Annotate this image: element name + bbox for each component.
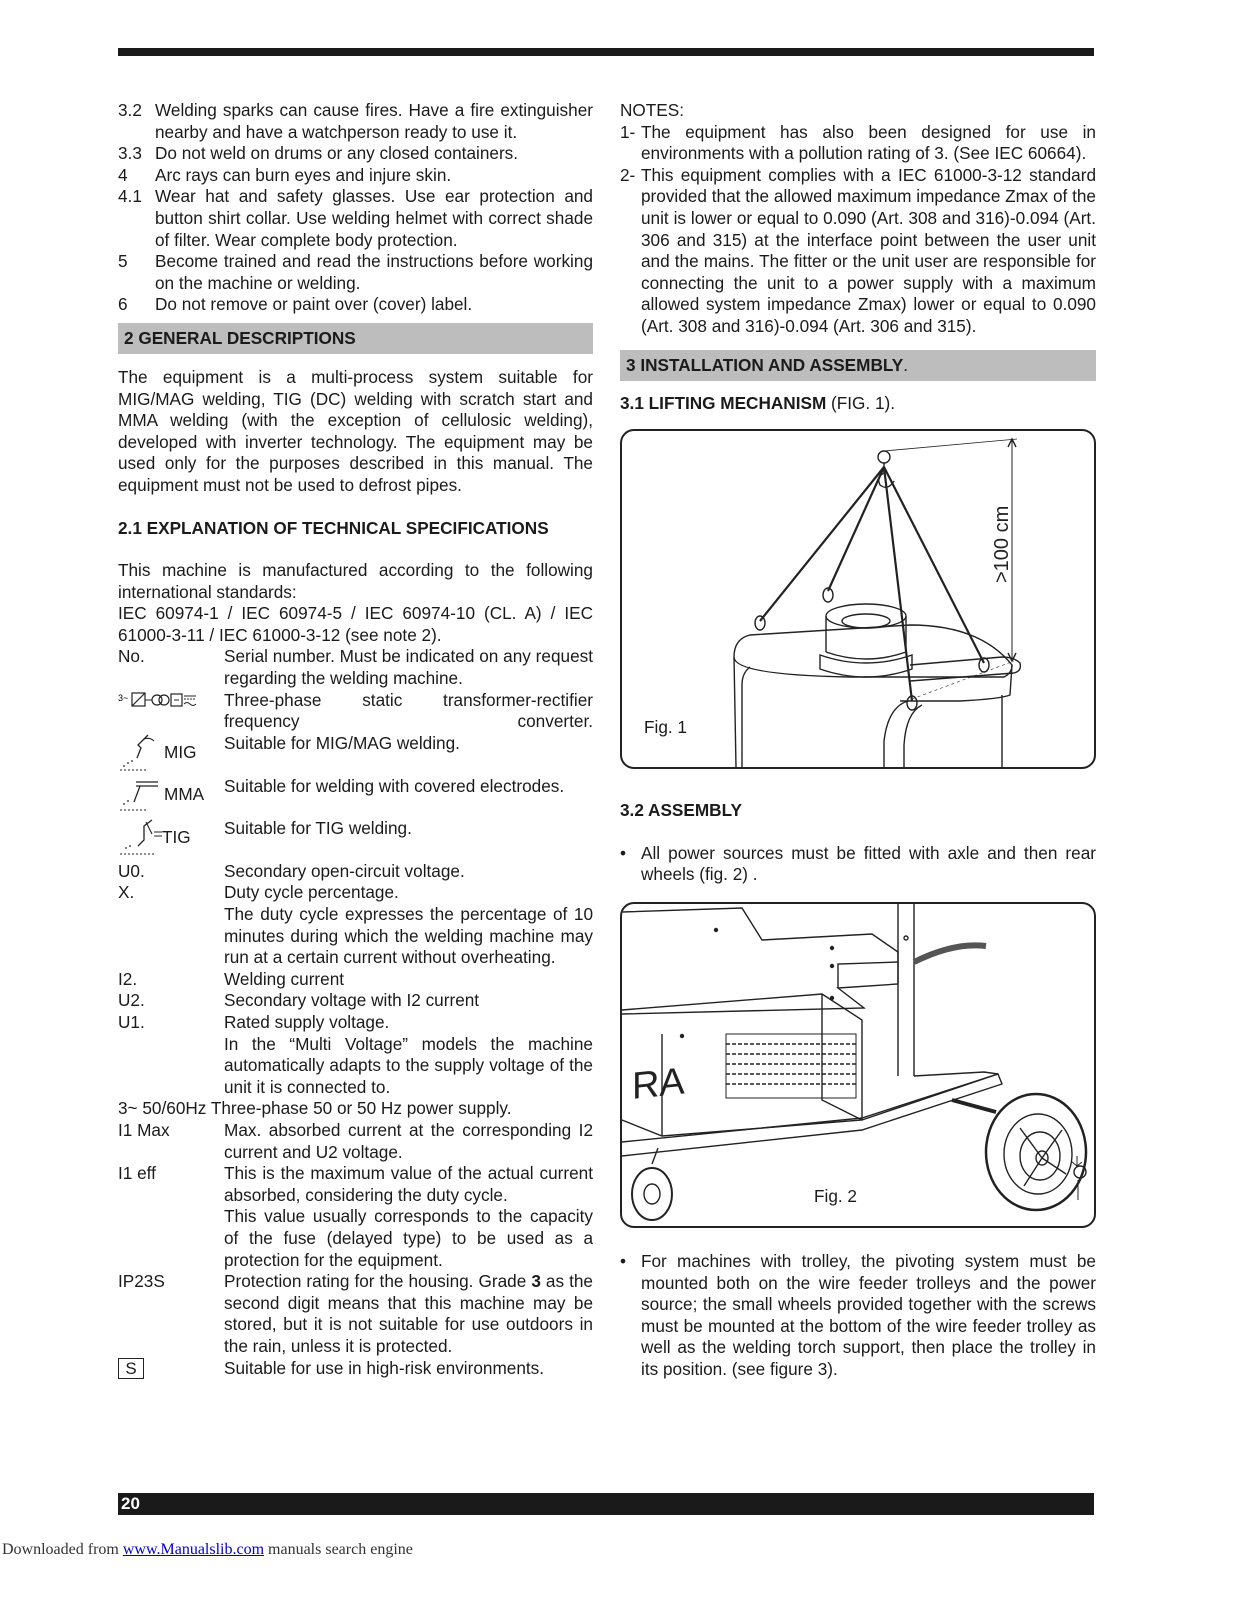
spec-row-u0: U0. Secondary open-circuit voltage. [118, 860, 465, 881]
converter-symbol-icon [118, 690, 224, 716]
bottom-rule [118, 1493, 1094, 1515]
spec-row-i1max: I1 Max Max. absorbed current at the corresponding I2 current and U2 voltage. [118, 1119, 593, 1162]
subheading-technical-specifications: 2.1 EXPLANATION OF TECHNICAL SPECIFICATIONS [118, 517, 549, 538]
standards-intro: This machine is manufactured according to the following international standards: [118, 560, 593, 602]
download-footer: Downloaded from www.Manualslib.com manuals search engine [2, 1541, 413, 1558]
figure-2-assembly [620, 902, 1096, 1228]
spec-row-i2: I2. Welding current [118, 968, 345, 989]
standards-list: IEC 60974-1 / IEC 60974-5 / IEC 60974-10 (CL. A) / IEC 61000-3-11 / IEC 61000-3-12 (see note 2). [118, 603, 593, 645]
figure-1-lifting [620, 429, 1096, 769]
spec-row-x: X. Duty cycle percentage. [118, 882, 399, 903]
list-item: 6 Do not remove or paint over (cover) label. [118, 294, 473, 315]
figure-2-caption: Fig. 2 [814, 1185, 857, 1206]
spec-row-mma: MMA Suitable for welding with covered electrodes. [118, 776, 593, 818]
tig-torch-icon [118, 818, 162, 858]
spec-row-i1eff: I1 eff This is the maximum value of the actual current absorbed, considering the duty cycle. [118, 1163, 593, 1205]
list-item: 3.3 Do not weld on drums or any closed containers. [118, 143, 519, 164]
spec-row-supply: 3~ 50/60Hz Three-phase 50 or 50 Hz power supply. [118, 1098, 512, 1119]
top-rule [118, 48, 1094, 56]
spec-row-i1eff-detail: This value usually corresponds to the capacity of the fuse (delayed type) to be used as a protection for the equipment. [224, 1206, 593, 1270]
spec-row-converter: 3~ Three-phase static transformer-rectifier frequency converter. [118, 689, 593, 732]
page-number: 20 [121, 1494, 140, 1513]
general-description-paragraph: The equipment is a multi-process system suitable for MIG/MAG welding, TIG (DC) welding with scratch start and MMA welding (with the exception of cellulosic welding), developed with inverter technology. The equipment may be used only for the purposes described in this manual. The equipment must not be used to defrost pipes. [118, 366, 593, 495]
dimension-label: >100 cm [991, 505, 1013, 584]
lifting-illustration [622, 431, 1096, 767]
spec-row-s: S Suitable for use in high-risk environments. [118, 1358, 593, 1380]
brand-fragment: RA [632, 1060, 685, 1108]
left-column [118, 100, 593, 1379]
bullet-item: • All power sources must be fitted with axle and then rear wheels (fig. 2) . [620, 842, 1096, 885]
subheading-assembly: 3.2 ASSEMBLY [620, 800, 742, 821]
spec-row-u1: U1. Rated supply voltage. [118, 1012, 390, 1032]
list-item: 5 Become trained and read the instructions before working on the machine or welding. [118, 251, 593, 293]
mig-torch-icon [118, 733, 162, 773]
section-heading-installation: 3 INSTALLATION AND ASSEMBLY. [620, 350, 1096, 381]
safety-list [118, 100, 593, 316]
subheading-lifting: 3.1 LIFTING MECHANISM (FIG. 1). [620, 392, 896, 413]
s-mark-icon: S [118, 1358, 144, 1379]
manualslib-link[interactable]: www.Manualslib.com [122, 1541, 265, 1558]
spec-row-u1-detail: In the “Multi Voltage” models the machine automatically adapts to the supply voltage of the unit it is connected to. [224, 1033, 593, 1097]
notes-title: NOTES: [620, 100, 684, 120]
note-item: 2- This equipment complies with a IEC 61000-3-12 standard provided that the allowed maximum impedance Zmax of the unit is lower or equal to 0.090 (Art. 308 and 316)-0.094 (Art. 306 and 315) at the interface point between the user unit and the mains. The fitter or the unit user are responsible for connecting the unit to a power supply with a maximum allowed system impedance Zmax) lower or equal to 0.090 (Art. 308 and 316)-0.094 (Art. 306 and 315). [620, 164, 1096, 336]
spec-row-u2: U2. Secondary voltage with I2 current [118, 990, 480, 1011]
spec-row-ip: IP23S Protection rating for the housing. Grade 3 as the second digit means that this machine may be stored, but it is not suitable for use outdoors in the rain, unless it is protected. [118, 1271, 593, 1356]
spec-row-mig: MIG Suitable for MIG/MAG welding. [118, 733, 593, 776]
spec-row-serial: No. Serial number. Must be indicated on any request regarding the welding machine. [118, 646, 593, 689]
spec-row-x-detail: The duty cycle expresses the percentage of 10 minutes during which the welding machine may run at a certain current without overheating. [224, 904, 593, 968]
right-column [620, 100, 1096, 1380]
list-item: 3.2 Welding sparks can cause fires. Have a fire extinguisher nearby and have a watchperson ready to use it. [118, 100, 593, 142]
svg-text:3~: 3~ [118, 692, 129, 703]
trolley-illustration [622, 904, 1096, 1226]
electrode-holder-icon [118, 776, 162, 814]
spec-row-tig: TIG Suitable for TIG welding. [118, 818, 593, 861]
section-heading-general-descriptions: 2 GENERAL DESCRIPTIONS [118, 323, 593, 354]
figure-1-caption: Fig. 1 [644, 717, 687, 738]
list-item: 4 Arc rays can burn eyes and injure skin. [118, 164, 452, 185]
note-item: 1- The equipment has also been designed for use in environments with a pollution rating of 3. (See IEC 60664). [620, 121, 1096, 164]
list-item: 4.1 Wear hat and safety glasses. Use ear protection and button shirt collar. Use welding helmet with correct shade of filter. Wear complete body protection. [118, 186, 593, 250]
bullet-item: • For machines with trolley, the pivoting system must be mounted both on the wire feeder trolleys and the power source; the small wheels provided together with the screws must be mounted at the bottom of the wire feeder trolley as well as the welding torch support, then place the trolley in its position. (see figure 3). [620, 1250, 1096, 1379]
